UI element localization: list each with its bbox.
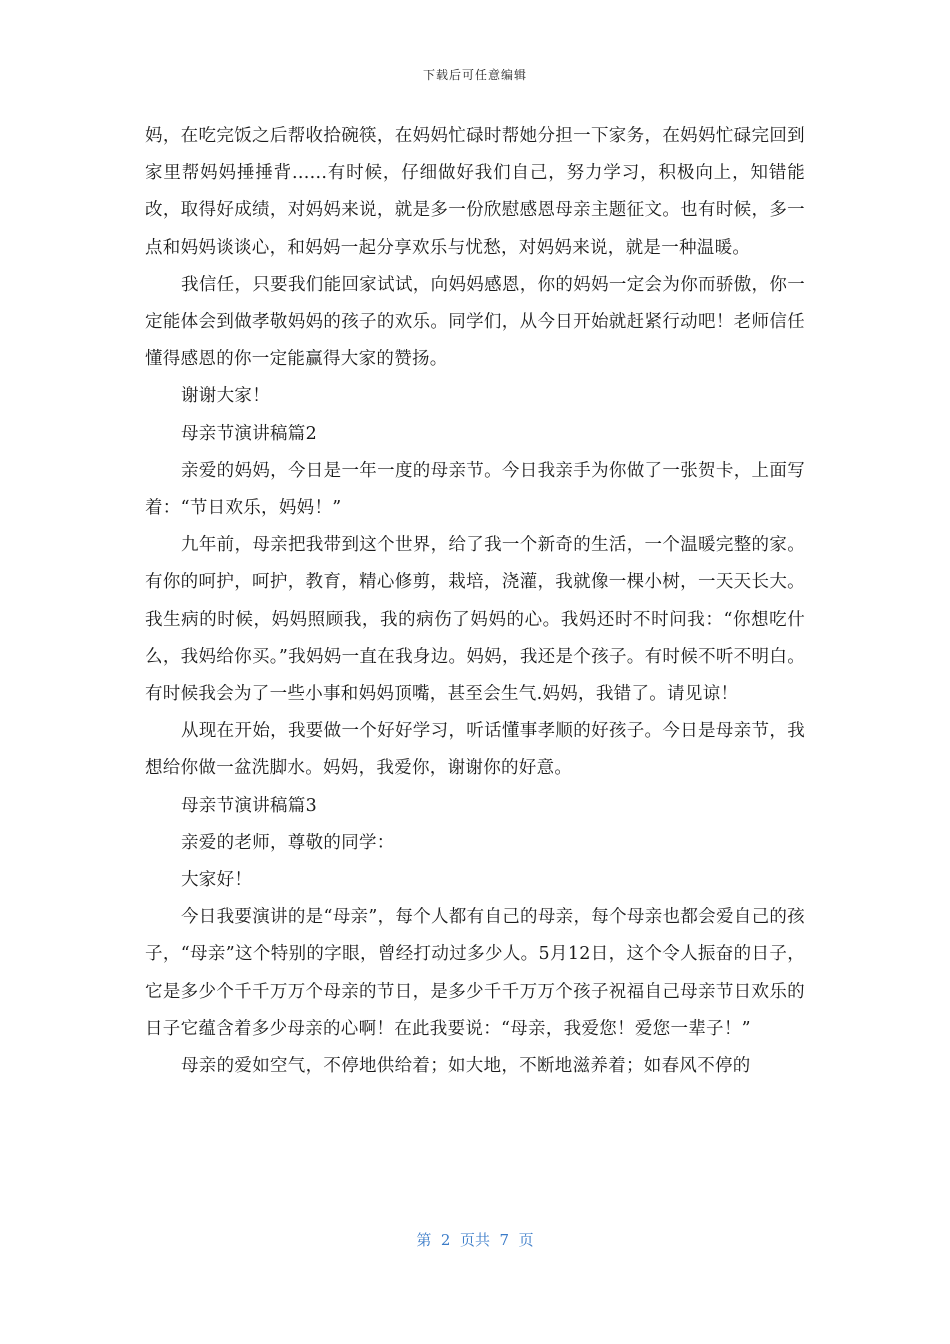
page-footer: 第 2 页共 7 页 <box>416 1231 534 1249</box>
paragraph: 亲爱的妈妈，今日是一年一度的母亲节。今日我亲手为你做了一张贺卡，上面写着：“节日欢乐，妈妈！” <box>145 460 805 519</box>
section-heading: 母亲节演讲稿篇2 <box>181 423 318 444</box>
paragraph: 我信任，只要我们能回家试试，向妈妈感恩，你的妈妈一定会为你而骄傲，你一定能体会到做孝敬妈妈的孩子的欢乐。同学们，从今日开始就赶紧行动吧！老师信任懂得感恩的你一定能赢得大家的赞扬。 <box>145 274 805 370</box>
paragraph: 妈，在吃完饭之后帮收拾碗筷，在妈妈忙碌时帮她分担一下家务，在妈妈忙碌完回到家里帮妈妈捶捶背......有时候，仔细做好我们自己，努力学习，积极向上，知错能改，取得好成绩，对妈妈来说，就是多一份欣慰感恩母亲主题征文。也有时候，多一点和妈妈谈谈心，和妈妈一起分享欢乐与忧愁，对妈妈来说，就是一种温暖。 <box>145 126 805 258</box>
paragraph: 九年前，母亲把我带到这个世界，给了我一个新奇的生活，一个温暖完整的家。有你的呵护，呵护，教育，精心修剪，栽培，浇灌，我就像一棵小树，一天天长大。我生病的时候，妈妈照顾我，我的病伤了妈妈的心。我妈还时不时问我：“你想吃什么，我妈给你买。”我妈妈一直在我身边。妈妈，我还是个孩子。有时候不听不明白。有时候我会为了一些小事和妈妈顶嘴，甚至会生气.妈妈，我错了。请见谅！ <box>145 535 805 705</box>
paragraph: 大家好！ <box>181 870 253 891</box>
paragraph: 母亲的爱如空气，不停地供给着；如大地，不断地滋养着；如春风不停的 <box>181 1056 751 1077</box>
page-header: 下载后可任意编辑 <box>422 68 527 82</box>
paragraph: 今日我要演讲的是“母亲”，每个人都有自己的母亲，每个母亲也都会爱自己的孩子，“母亲”这个特别的字眼，曾经打动过多少人。5月12日，这个令人振奋的日子，它是多少个千千万万个母亲的节日，是多少千千万万个孩子祝福自己母亲节日欢乐的日子它蕴含着多少母亲的心啊！在此我要说：“母亲，我爱您！爱您一辈子！” <box>145 907 805 1039</box>
paragraph: 亲爱的老师，尊敬的同学： <box>181 832 395 853</box>
paragraph: 从现在开始，我要做一个好好学习，听话懂事孝顺的好孩子。今日是母亲节，我想给你做一盆洗脚水。妈妈，我爱你，谢谢你的好意。 <box>145 721 805 779</box>
paragraph: 谢谢大家！ <box>181 386 270 407</box>
body-text <box>145 118 805 1085</box>
section-heading: 母亲节演讲稿篇3 <box>181 795 318 816</box>
